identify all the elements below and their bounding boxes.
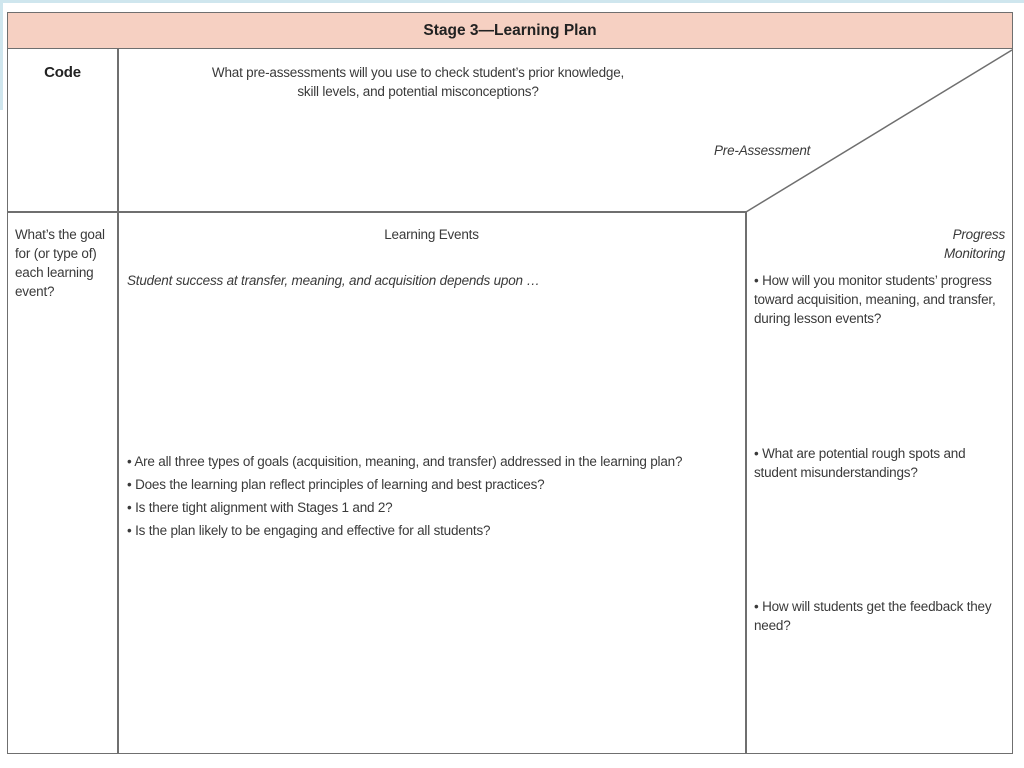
learning-events-heading: Learning Events bbox=[384, 227, 479, 242]
progress-monitoring-question-3: • How will students get the feedback they need? bbox=[754, 599, 992, 633]
diagonal-divider bbox=[8, 13, 1014, 755]
learning-events-question-list bbox=[127, 450, 682, 542]
list-item: • Are all three types of goals (acquisition, meaning, and transfer) addressed in the learning plan? bbox=[127, 454, 683, 469]
table-title: Stage 3—Learning Plan bbox=[423, 21, 597, 39]
code-heading: Code bbox=[44, 64, 81, 81]
pre-assessment-question-line2: skill levels, and potential misconceptions? bbox=[297, 84, 539, 99]
slide-edge-left bbox=[0, 0, 3, 110]
learning-events-intro: Student success at transfer, meaning, and acquisition depends upon … bbox=[127, 273, 540, 288]
progress-monitoring-question-2: • What are potential rough spots and student misunderstandings? bbox=[754, 446, 966, 480]
list-item: • Does the learning plan reflect principles of learning and best practices? bbox=[127, 477, 545, 492]
progress-monitoring-heading-line2: Monitoring bbox=[943, 246, 1005, 261]
learning-plan-table bbox=[7, 12, 1013, 754]
list-item: • Is there tight alignment with Stages 1 and 2? bbox=[127, 500, 393, 515]
progress-monitoring-heading-line1: Progress bbox=[952, 227, 1005, 242]
list-item: • Is the plan likely to be engaging and effective for all students? bbox=[127, 523, 491, 538]
slide-edge-top bbox=[0, 0, 1024, 3]
pre-assessment-label: Pre-Assessment bbox=[714, 143, 811, 158]
pre-assessment-question-line1: What pre-assessments will you use to check student’s prior knowledge, bbox=[211, 65, 625, 80]
goal-prompt: What’s the goal for (or type of) each learning event? bbox=[15, 227, 105, 299]
progress-monitoring-question-1: • How will you monitor students’ progress toward acquisition, meaning, and transfer, during lesson events? bbox=[754, 273, 996, 326]
